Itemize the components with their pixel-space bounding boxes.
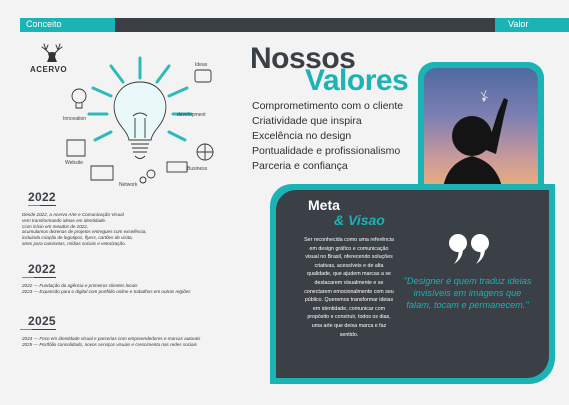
value-item: Parceria e confiança	[252, 160, 348, 172]
timeline-line: 2023 — Expansão para o digital com portfólio online e trabalhos em outras regiões	[22, 288, 191, 294]
illustration-label: Innovation	[63, 116, 87, 122]
illustration-label: Ideas	[195, 62, 208, 68]
designer-quote: "Designer é quem traduz ideias invisíveis em imagens que falam, tocam e permanecem."	[403, 276, 532, 310]
timeline-year: 2025	[28, 314, 56, 328]
illustration-label: Website	[65, 160, 83, 166]
timeline-entry	[22, 283, 262, 295]
timeline-divider	[22, 277, 56, 278]
timeline-line: vem transformando ideias em identidade.	[22, 217, 107, 223]
value-item: Pontualidade e profissionalismo	[252, 145, 401, 157]
quote-mark-icon	[448, 232, 492, 266]
value-item: Comprometimento com o cliente	[252, 100, 404, 112]
timeline-line: acumulamos dezenas de projetos entregues com excelência,	[22, 229, 147, 235]
value-item: Excelência no design	[252, 130, 352, 142]
illustration-label: development	[177, 112, 206, 118]
lightbulb-sketch-illustration	[55, 40, 230, 190]
timeline-entry	[22, 212, 202, 247]
values-list	[252, 99, 403, 174]
top-bar-right-segment	[495, 18, 569, 32]
timeline-year: 2022	[28, 190, 56, 204]
meta-title: Meta	[308, 197, 340, 213]
illustration-label: Network	[119, 182, 138, 188]
timeline-divider	[20, 329, 56, 330]
timeline-line: incluindo criação de logotipos, flyers, cartões de visita,	[22, 235, 133, 241]
timeline-line: artes para camisetas, mídias sociais e vetorização.	[22, 240, 126, 246]
timeline-divider	[28, 205, 56, 206]
timeline-line: 2022 — Fundação da agência e primeiros clientes locais	[22, 283, 138, 288]
page-title-line1: Nossos	[250, 42, 356, 75]
timeline-year: 2022	[28, 262, 56, 276]
logo-text: ACERVO	[30, 65, 68, 74]
top-bar-middle-segment	[115, 18, 495, 32]
timeline-entry	[22, 336, 272, 348]
top-bar	[0, 18, 569, 32]
page-title-line2: Valores	[305, 64, 409, 97]
timeline-line: Desde 2022, a Acervo Arte e Comunicação Visual	[22, 212, 124, 217]
timeline-line: 2025 — Portfólio consolidado, novos serviços visuais e crescimento nas redes sociais	[22, 341, 197, 347]
timeline-line: Com início em meados de 2022,	[22, 223, 89, 229]
illustration-label: Business	[187, 166, 208, 172]
timeline-line: 2024 — Foco em identidade visual e parcerias com empreendedores e marcas autorais	[22, 336, 201, 341]
header-right-label: Valor	[508, 19, 529, 29]
meta-description: Ser reconhecida como uma referência em design gráfico e comunicação visual no Brasil, oferecendo soluções criativas, acessíveis e de alta qualidade, que ajudem marcas a se destacarem visualmente e se conectarem emocionalmente com seu público. Queremos transformar ideias em identidade, comunicar com propósito e construir, todos os dias, uma arte que deixa marca e faz sentido.	[304, 237, 394, 338]
header-left-label: Conceito	[26, 19, 62, 29]
meta-subtitle: & Visao	[334, 212, 385, 228]
value-item: Criatividade que inspira	[252, 115, 362, 127]
